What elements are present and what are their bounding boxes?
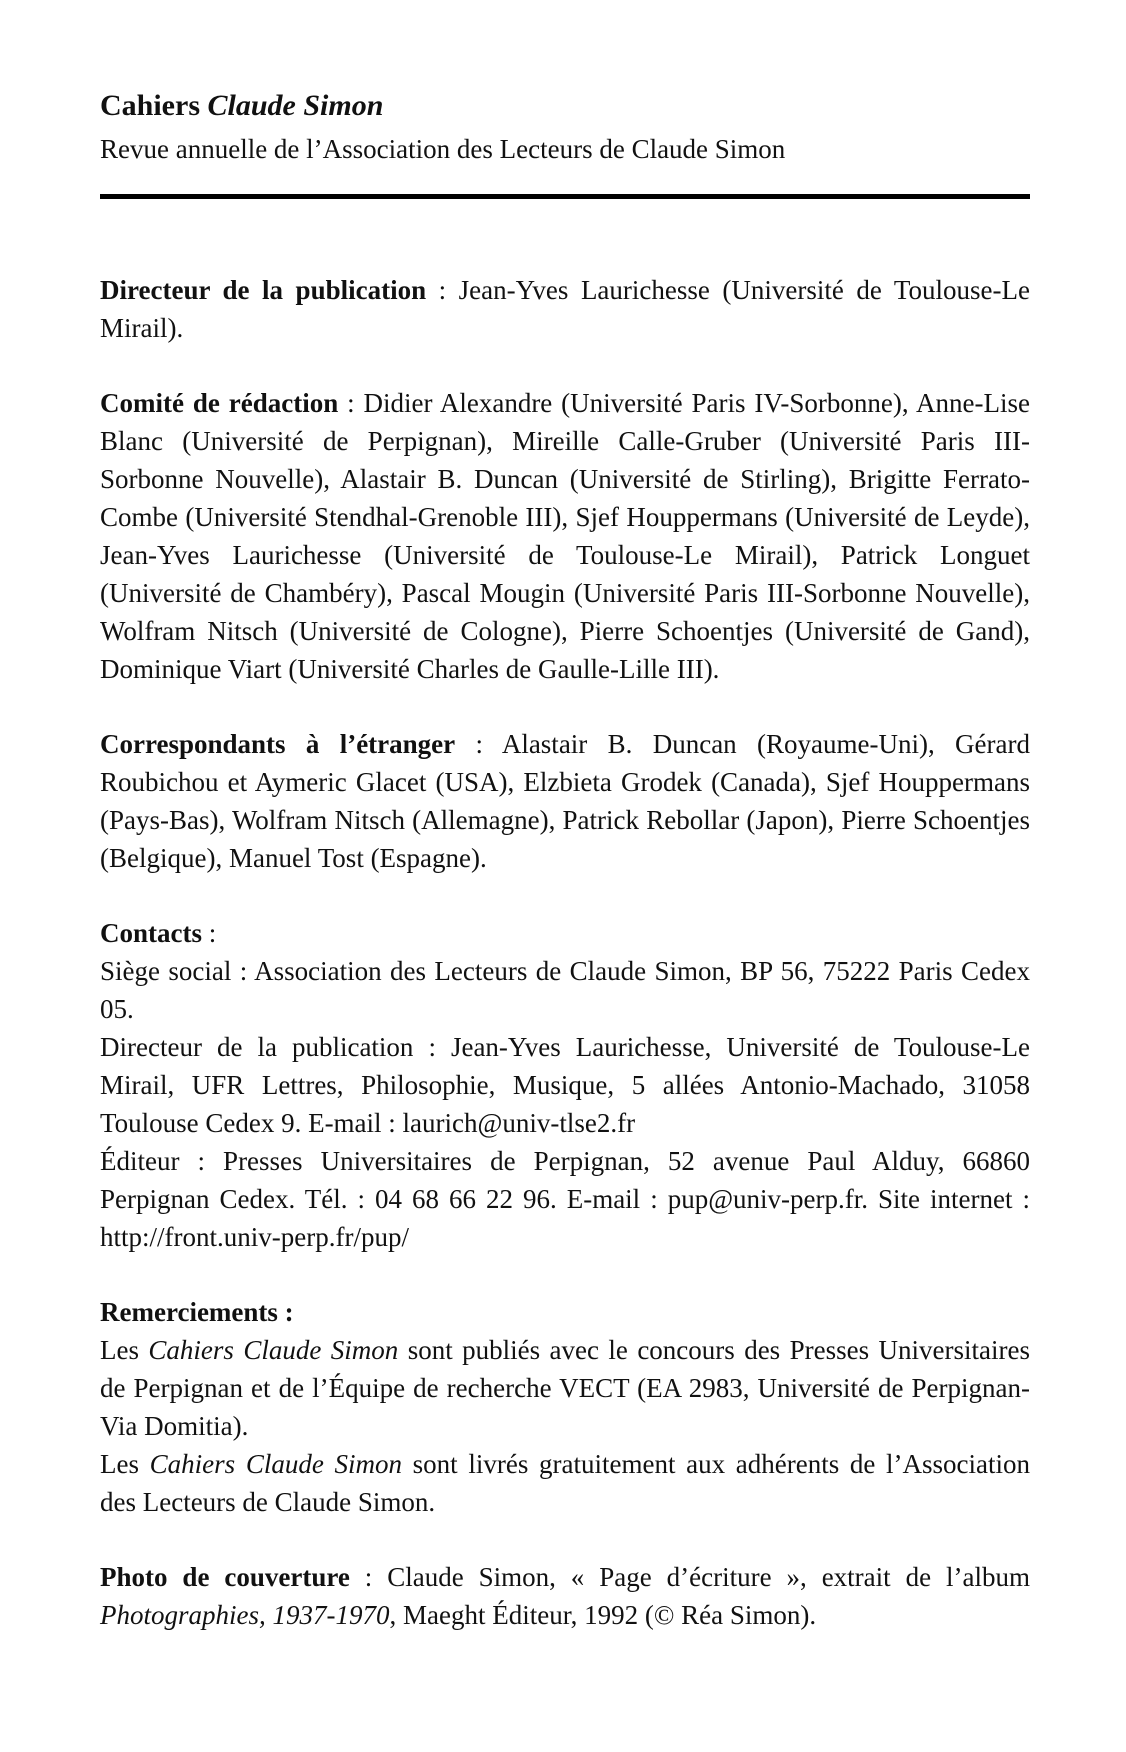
- directeur-text: : Jean-Yves Laurichesse (Université de Toulouse-Le Mirail).: [100, 275, 1030, 343]
- remerciements-p2-post: sont livrés gratuitement aux adhérents de l’Association des Lecteurs de Claude Simon.: [100, 1449, 1031, 1517]
- comite-label: Comité de rédaction: [100, 388, 339, 418]
- contacts-label: Contacts: [100, 918, 202, 948]
- paragraph-photo-couverture: [100, 1558, 1030, 1634]
- contacts-directeur-publication: Directeur de la publication : Jean-Yves Laurichesse, Université de Toulouse-Le Mirail, UFR Lettres, Philosophie, Musique, 5 allées Antonio-Machado, 31058 Toulouse Cedex 9. E-mail : laurich@univ-tlse2.fr: [100, 1032, 1030, 1138]
- contacts-heading: [100, 914, 1030, 952]
- journal-title-prefix: Cahiers: [100, 89, 208, 122]
- correspondants-label: Correspondants à l’étranger: [100, 729, 456, 759]
- remerciements-paragraph-2: [100, 1445, 1030, 1521]
- journal-title: [100, 86, 1030, 126]
- section-remerciements: [100, 1293, 1030, 1521]
- remerciements-p2-journal-title: Cahiers Claude Simon: [149, 1449, 402, 1479]
- remerciements-p1-journal-title: Cahiers Claude Simon: [148, 1335, 399, 1365]
- directeur-label: Directeur de la publication: [100, 275, 427, 305]
- page-body: [100, 271, 1030, 1634]
- comite-text: : Didier Alexandre (Université Paris IV-Sorbonne), Anne-Lise Blanc (Université de Perpignan), Mireille Calle-Gruber (Université Paris III-Sorbonne Nouvelle), Alastair B. Duncan (Université de Stirling), Brigitte Ferrato-Combe (Université Stendhal-Grenoble III), Sjef Houppermans (Université de Leyde), Jean-Yves Laurichesse (Université de Toulouse-Le Mirail), Patrick Longuet (Université de Chambéry), Pascal Mougin (Université Paris III-Sorbonne Nouvelle), Wolfram Nitsch (Université de Cologne), Pierre Schoentjes (Université de Gand), Dominique Viart (Université Charles de Gaulle-Lille III).: [100, 388, 1030, 684]
- remerciements-label: Remerciements :: [100, 1297, 294, 1327]
- photo-album-title: Photographies, 1937-1970: [100, 1600, 390, 1630]
- header-rule: [100, 194, 1030, 199]
- photo-post: , Maeght Éditeur, 1992 (© Réa Simon).: [389, 1600, 817, 1630]
- page-header: [100, 86, 1030, 199]
- paragraph-correspondants: [100, 725, 1030, 877]
- journal-subtitle: Revue annuelle de l’Association des Lecteurs de Claude Simon: [100, 134, 786, 164]
- remerciements-p1-pre: Les: [100, 1335, 149, 1365]
- remerciements-heading: [100, 1293, 1030, 1331]
- contacts-siege-social: Siège social : Association des Lecteurs de Claude Simon, BP 56, 75222 Paris Cedex 05.: [100, 956, 1030, 1024]
- photo-label: Photo de couverture: [100, 1562, 350, 1592]
- photo-pre: : Claude Simon, « Page d’écriture », extrait de l’album: [349, 1562, 1030, 1592]
- section-contacts: [100, 914, 1030, 1256]
- contacts-label-suffix: :: [202, 918, 217, 948]
- contacts-editeur: Éditeur : Presses Universitaires de Perpignan, 52 avenue Paul Alduy, 66860 Perpignan Cedex. Tél. : 04 68 66 22 96. E-mail : pup@univ-perp.fr. Site internet : http://front.univ-perp.fr/pup/: [100, 1146, 1030, 1252]
- correspondants-text: : Alastair B. Duncan (Royaume-Uni), Gérard Roubichou et Aymeric Glacet (USA), Elzbieta Grodek (Canada), Sjef Houppermans (Pays-Bas), Wolfram Nitsch (Allemagne), Patrick Rebollar (Japon), Pierre Schoentjes (Belgique), Manuel Tost (Espagne).: [100, 729, 1031, 873]
- remerciements-paragraph-1: [100, 1331, 1030, 1445]
- paragraph-directeur-publication: [100, 271, 1030, 347]
- remerciements-p1-post: sont publiés avec le concours des Presses Universitaires de Perpignan et de l’Équipe de recherche VECT (EA 2983, Université de Perpignan-Via Domitia).: [100, 1335, 1030, 1441]
- paragraph-comite-redaction: [100, 384, 1030, 688]
- remerciements-p2-pre: Les: [100, 1449, 150, 1479]
- journal-title-italic: Claude Simon: [207, 89, 384, 122]
